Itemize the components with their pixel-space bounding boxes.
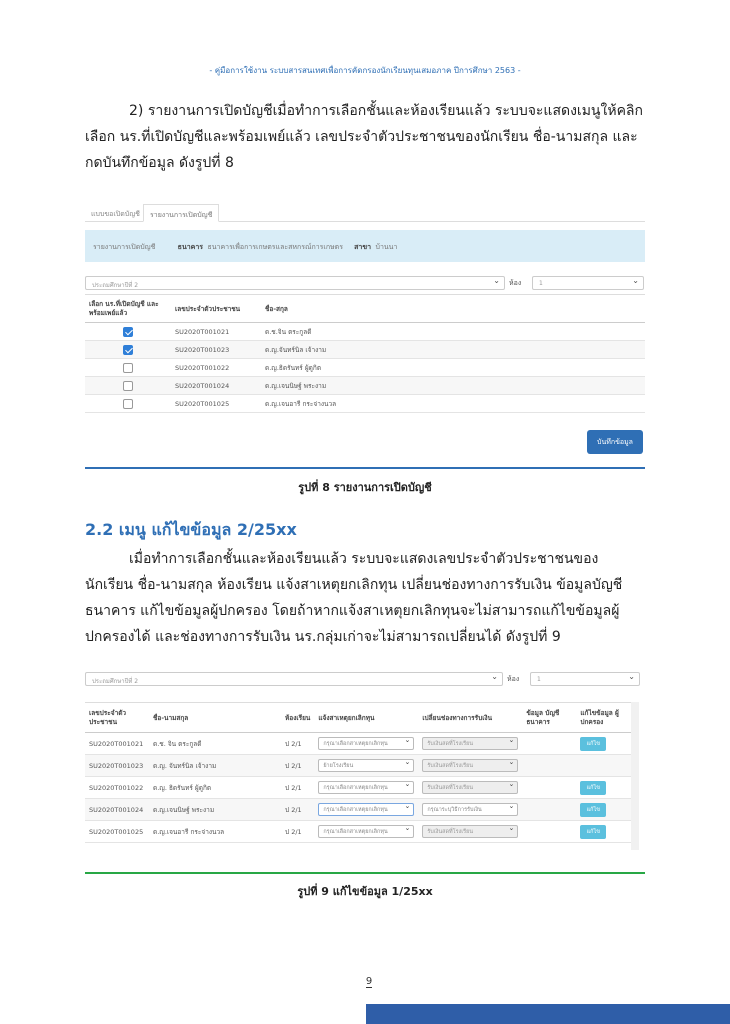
- row-room: ป 2/1: [281, 821, 314, 843]
- col-select: เลือก นร.ที่เปิดบัญชี และพร้อมเพย์แล้ว: [85, 295, 171, 323]
- table-row: [85, 395, 645, 413]
- cancel-reason-select[interactable]: กรุณาเลือกสาเหตุยกเลิกทุน ⌄: [318, 781, 414, 794]
- caption-figure-8: รูปที่ 8 รายงานการเปิดบัญชี: [298, 481, 432, 494]
- table-row: [85, 799, 631, 821]
- row-id: SU2020T001022: [171, 359, 261, 377]
- cancel-reason-select[interactable]: กรุณาเลือกสาเหตุยกเลิกทุน ⌄: [318, 803, 414, 816]
- table-row: [85, 733, 631, 755]
- page-number: 9: [365, 976, 373, 987]
- table-row: [85, 777, 631, 799]
- select-checkbox[interactable]: [123, 345, 133, 355]
- cancel-reason-select[interactable]: กรุณาเลือกสาเหตุยกเลิกทุน ⌄: [318, 737, 414, 750]
- table-row: [85, 341, 645, 359]
- branch-value: บ้านนา: [375, 243, 398, 251]
- row-id: SU2020T001022: [85, 777, 149, 799]
- edit-guardian-button[interactable]: แก้ไข: [580, 781, 606, 795]
- edit-guardian-button[interactable]: แก้ไข: [580, 803, 606, 817]
- payment-channel-select[interactable]: รับเงินสดที่โรงเรียน ⌄: [422, 759, 518, 772]
- col-id: เลขประจำตัวประชาชน: [171, 295, 261, 323]
- row-name: ด.ญ. ธิดรันทร์ ผู้ดูกิต: [149, 777, 281, 799]
- col-bank: ข้อมูล บัญชีธนาคาร: [522, 703, 576, 733]
- row-id: SU2020T001023: [85, 755, 149, 777]
- caption-figure-9: รูปที่ 9 แก้ไขข้อมูล 1/25xx: [297, 885, 433, 898]
- table-row: [85, 359, 645, 377]
- branch-label: สาขา: [354, 243, 372, 251]
- row-name: ด.ญ.เจนนิษฐ์ พระงาม: [149, 799, 281, 821]
- room-select[interactable]: 1 ⌄: [532, 276, 644, 290]
- figure-edit-data: [85, 668, 645, 858]
- col-id: เลขประจำตัว ประชาชน: [85, 703, 149, 733]
- footer-bar: [366, 1004, 730, 1024]
- select-checkbox[interactable]: [123, 399, 133, 409]
- grade-select[interactable]: ประถมศึกษาปีที่ 2 ⌄: [85, 276, 505, 290]
- table-row: [85, 377, 645, 395]
- tab-bar: [85, 200, 645, 222]
- row-room: ป 2/1: [281, 755, 314, 777]
- row-id: SU2020T001021: [171, 323, 261, 341]
- row-name: ด.ญ.จันทร์นิล เจ้างาม: [261, 341, 645, 359]
- payment-channel-select[interactable]: รับเงินสดที่โรงเรียน ⌄: [422, 737, 518, 750]
- tab-account-report[interactable]: รายงานการเปิดบัญชี: [143, 204, 219, 222]
- row-name: ด.ญ.เจนนิษฐ์ พระงาม: [261, 377, 645, 395]
- row-name: ด.ช.จิน ตระกูลดี: [261, 323, 645, 341]
- row-name: ด.ญ.เจนอารี กระจ่างนวล: [261, 395, 645, 413]
- select-checkbox[interactable]: [123, 381, 133, 391]
- col-name: ชื่อ-นามสกุล: [149, 703, 281, 733]
- figure-divider: [85, 467, 645, 469]
- row-name: ด.ช. จิน ตระกูลดี: [149, 733, 281, 755]
- table-row: [85, 821, 631, 843]
- room-select[interactable]: 1 ⌄: [530, 672, 640, 686]
- bank-value: ธนาคารเพื่อการเกษตรและสหกรณ์การเกษตร: [207, 243, 343, 251]
- save-button[interactable]: บันทึกข้อมูล: [587, 430, 643, 454]
- edit-table: [85, 702, 631, 843]
- row-id: SU2020T001024: [171, 377, 261, 395]
- grade-select[interactable]: ประถมศึกษาปีที่ 2 ⌄: [85, 672, 503, 686]
- row-room: ป 2/1: [281, 799, 314, 821]
- payment-channel-select[interactable]: กรุณาระบุวิธีการรับเงิน ⌄: [422, 803, 518, 816]
- row-name: ด.ญ.ธิดรันทร์ ผู้ดูกิต: [261, 359, 645, 377]
- page-header: - คู่มือการใช้งาน ระบบสารสนเทศเพื่อการคัดกรองนักเรียนทุนเสมอภาค ปีการศึกษา 2563 -: [209, 66, 521, 75]
- col-room: ห้องเรียน: [281, 703, 314, 733]
- row-id: SU2020T001023: [171, 341, 261, 359]
- room-label: ห้อง: [509, 279, 522, 287]
- table-row: [85, 323, 645, 341]
- row-name: ด.ญ.เจนอารี กระจ่างนวล: [149, 821, 281, 843]
- col-channel: เปลี่ยนช่องทางการรับเงิน: [418, 703, 522, 733]
- table-row: [85, 755, 631, 777]
- col-name: ชื่อ-สกุล: [261, 295, 645, 323]
- row-id: SU2020T001021: [85, 733, 149, 755]
- info-title: รายงานการเปิดบัญชี: [93, 243, 156, 251]
- col-cancel: แจ้งสาเหตุยกเลิกทุน: [314, 703, 418, 733]
- select-checkbox[interactable]: [123, 363, 133, 373]
- account-table: [85, 294, 645, 413]
- paragraph-edit: เมื่อทำการเลือกชั้นและห้องเรียนแล้ว ระบบจะแสดงเลขประจำตัวประชาชนของนักเรียน ชื่อ-นามสกุล ห้องเรียน แจ้งสาเหตุยกเลิกทุน เปลี่ยนช่องทางการรับเงิน ข้อมูลบัญชีธนาคาร แก้ไขข้อมูลผู้ปกครอง โดยถ้าหากแจ้งสาเหตุยกเลิกทุนจะไม่สามารถแก้ไขข้อมูลผู้ปกครองได้ และช่องทางการรับเงิน นร.กลุ่มเก่าจะไม่สามารถเปลี่ยนได้ ดังรูปที่ 9: [85, 551, 623, 645]
- select-checkbox[interactable]: [123, 327, 133, 337]
- edit-guardian-button[interactable]: แก้ไข: [580, 737, 606, 751]
- paragraph-report: 2) รายงานการเปิดบัญชีเมื่อทำการเลือกชั้นและห้องเรียนแล้ว ระบบจะแสดงเมนูให้คลิกเลือก นร.ที่เปิดบัญชีและพร้อมเพย์แล้ว เลขประจำตัวประชาชนของนักเรียน ชื่อ-นามสกุล และกดบันทึกข้อมูล ดังรูปที่ 8: [85, 103, 643, 171]
- row-room: ป 2/1: [281, 733, 314, 755]
- row-room: ป 2/1: [281, 777, 314, 799]
- payment-channel-select[interactable]: รับเงินสดที่โรงเรียน ⌄: [422, 825, 518, 838]
- row-id: SU2020T001025: [85, 821, 149, 843]
- row-id: SU2020T001024: [85, 799, 149, 821]
- cancel-reason-select[interactable]: กรุณาเลือกสาเหตุยกเลิกทุน ⌄: [318, 825, 414, 838]
- room-label: ห้อง: [507, 675, 520, 683]
- figure-divider: [85, 872, 645, 874]
- section-title: 2.2 เมนู แก้ไขข้อมูล 2/25xx: [85, 520, 297, 539]
- tab-request-account[interactable]: แบบขอเปิดบัญชี: [91, 210, 140, 218]
- bank-info-bar: [85, 230, 645, 262]
- figure-account-report: [85, 200, 645, 470]
- bank-label: ธนาคาร: [177, 243, 204, 251]
- row-name: ด.ญ. จันทร์นิล เจ้างาม: [149, 755, 281, 777]
- edit-guardian-button[interactable]: แก้ไข: [580, 825, 606, 839]
- cancel-reason-select[interactable]: ย้ายโรงเรียน ⌄: [318, 759, 414, 772]
- payment-channel-select[interactable]: รับเงินสดที่โรงเรียน ⌄: [422, 781, 518, 794]
- table-scrollbar[interactable]: [631, 702, 639, 850]
- col-guardian: แก้ไขข้อมูล ผู้ปกครอง: [576, 703, 631, 733]
- row-id: SU2020T001025: [171, 395, 261, 413]
